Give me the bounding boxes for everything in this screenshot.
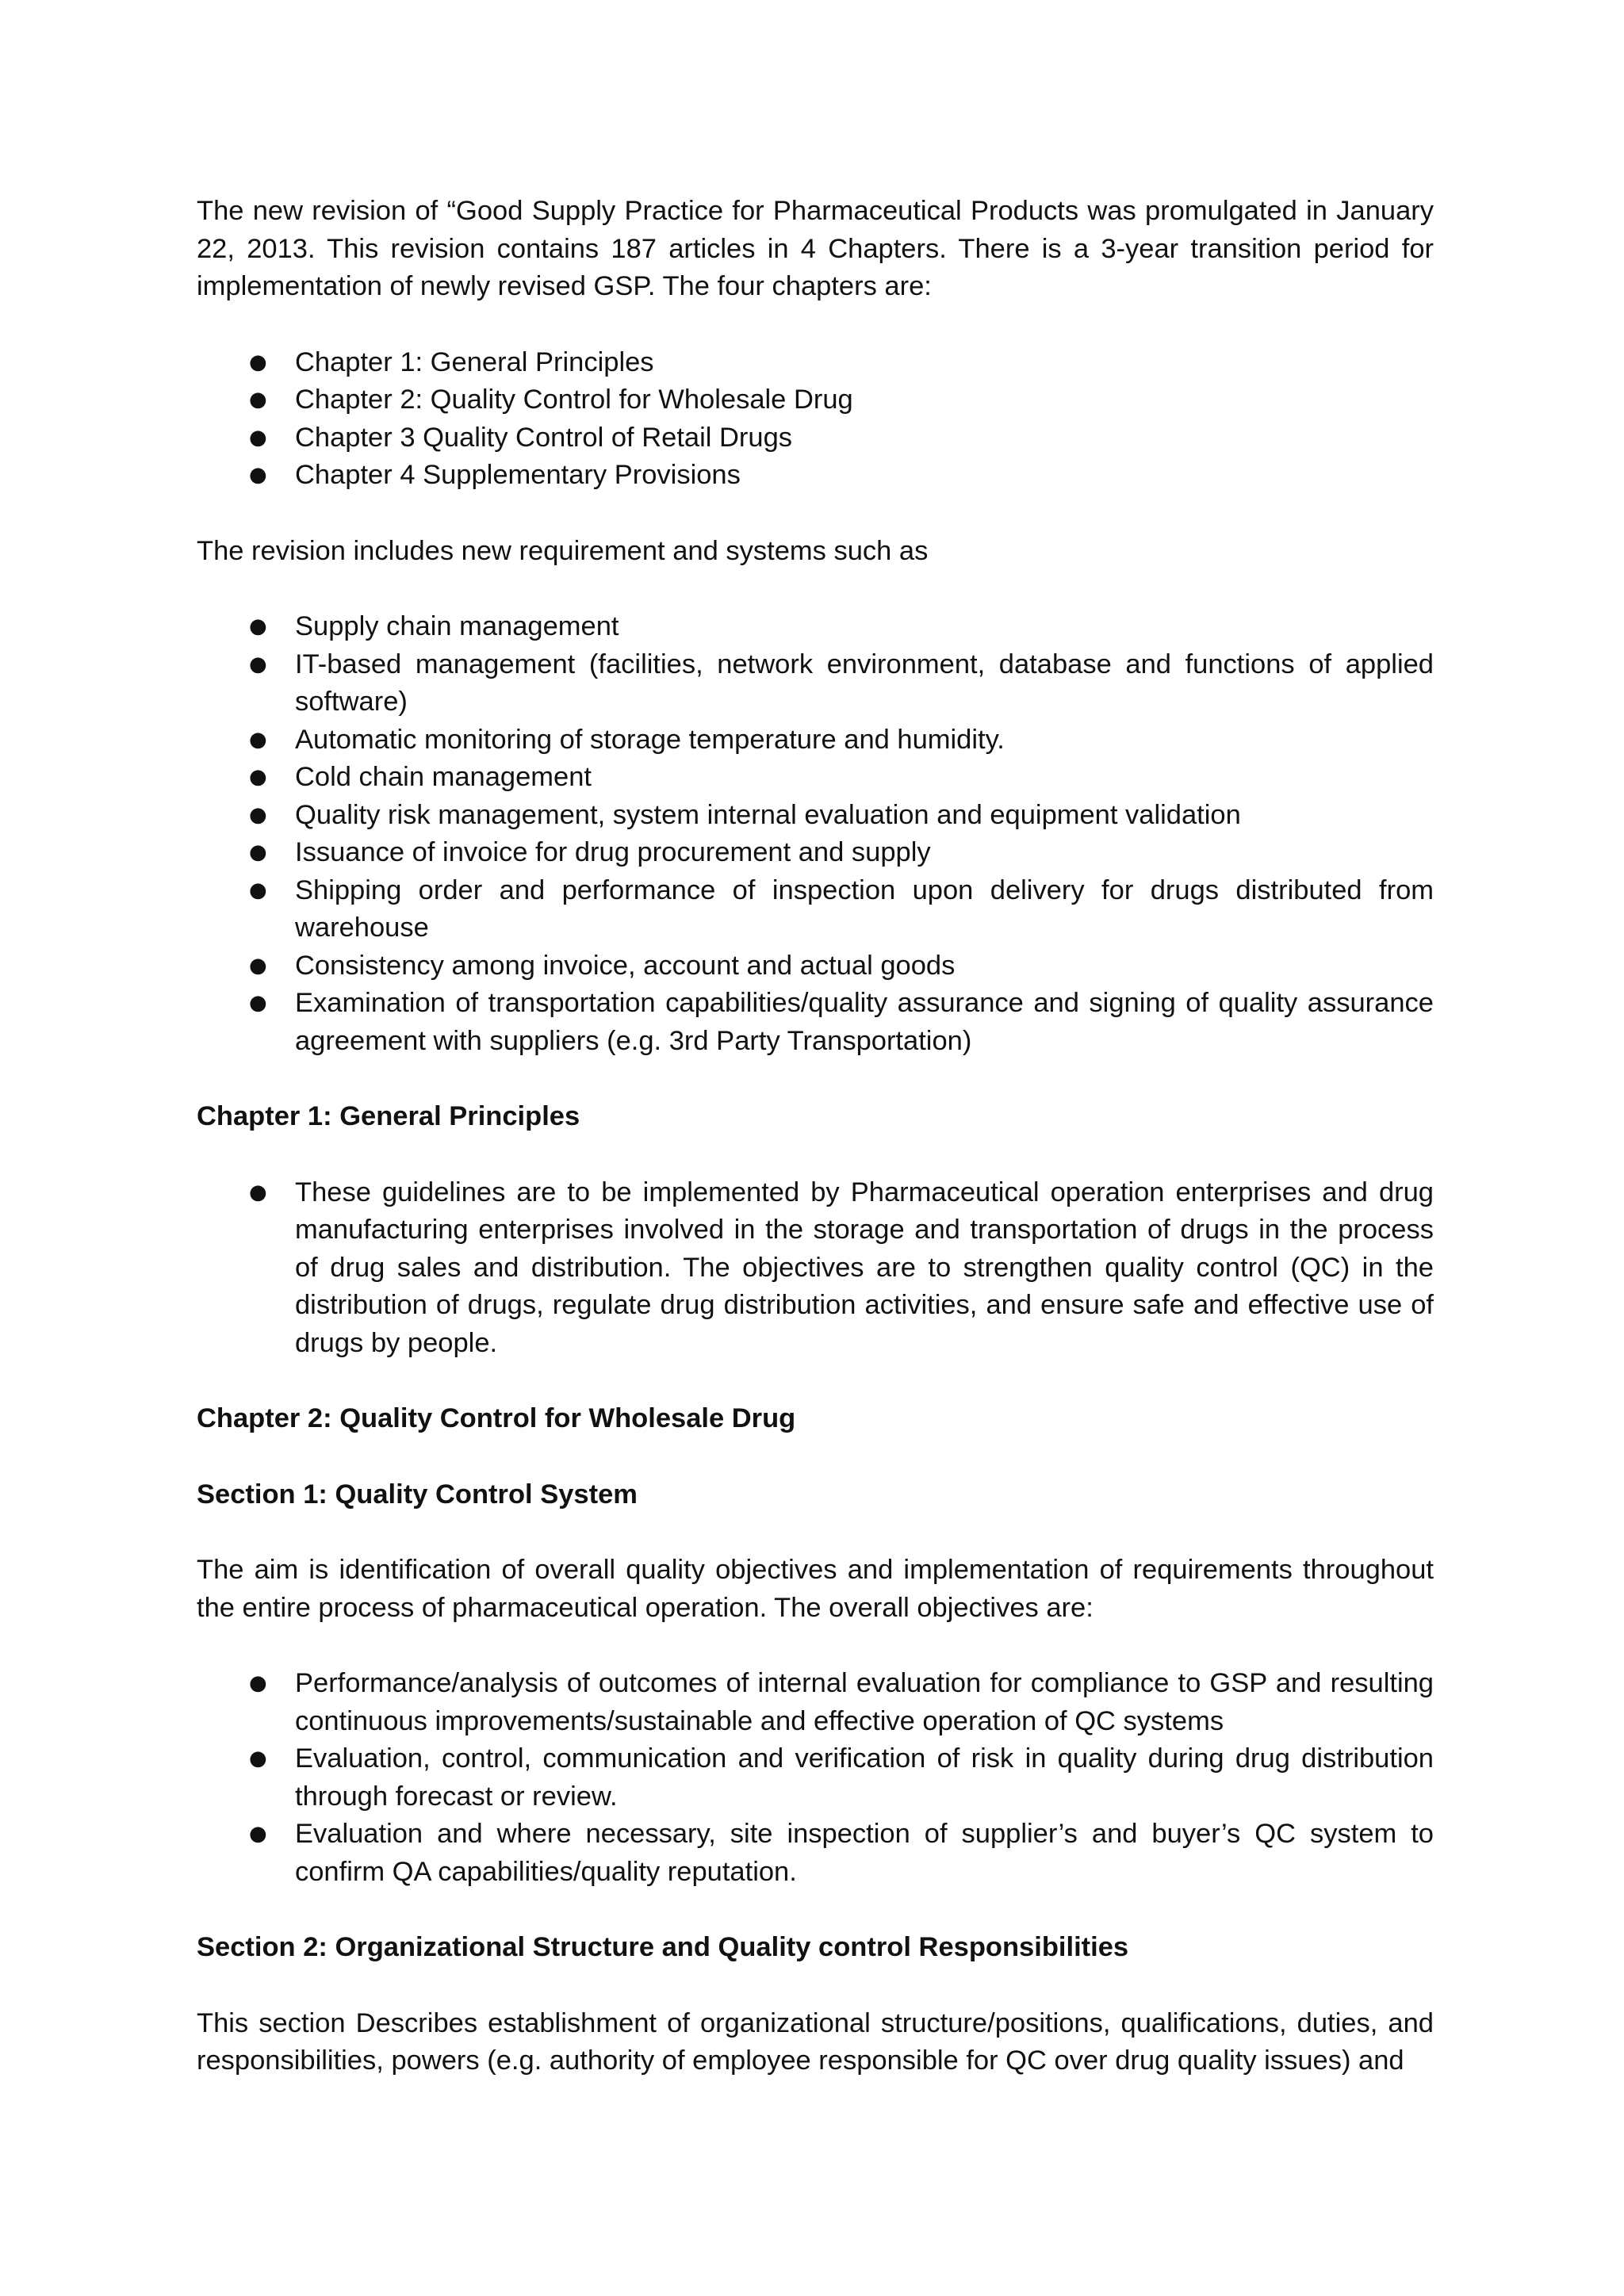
list-item: ● Evaluation, control, communication and verification of risk in quality during drug distribution through forecast or review. xyxy=(197,1740,1434,1816)
list-item: ● Issuance of invoice for drug procurement and supply xyxy=(197,834,1434,872)
list-item: ● Supply chain management xyxy=(197,608,1434,646)
bullet-icon: ● xyxy=(249,802,267,827)
section2-paragraph: This section Describes establishment of organizational structure/positions, qualifications, duties, and responsibilities, powers (e.g. authority of employee responsible for QC over drug quality issues) and xyxy=(197,2007,1434,2076)
bullet-icon: ● xyxy=(249,991,267,1015)
list-item: ● Evaluation and where necessary, site inspection of supplier’s and buyer’s QC system to confirm QA capabilities/quality reputation. xyxy=(197,1816,1434,1891)
bullet-icon: ● xyxy=(249,388,267,411)
section2-heading: Section 2: Organizational Structure and Quality control Responsibilities xyxy=(197,1932,1129,1962)
section1-list xyxy=(197,1665,1434,1891)
bullet-icon: ● xyxy=(249,1822,267,1846)
requirements-list xyxy=(197,608,1434,1060)
list-item: ● Chapter 1: General Principles xyxy=(197,344,1434,382)
list-item: ● Chapter 2: Quality Control for Wholesale Drug xyxy=(197,381,1434,419)
list-item: ● IT-based management (facilities, network environment, database and functions of applied software) xyxy=(197,646,1434,721)
list-item: ● Chapter 3 Quality Control of Retail Drugs xyxy=(197,419,1434,457)
bullet-icon: ● xyxy=(249,1747,267,1770)
section1-paragraph: The aim is identification of overall quality objectives and implementation of requirements throughout the entire process of pharmaceutical operation. The overall objectives are: xyxy=(197,1555,1434,1623)
chapters-list xyxy=(197,344,1434,495)
list-item: ● Cold chain management xyxy=(197,759,1434,797)
list-item: ● Chapter 4 Supplementary Provisions xyxy=(197,457,1434,495)
bullet-icon: ● xyxy=(249,614,267,638)
intro-paragraph: The new revision of “Good Supply Practice for Pharmaceutical Products was promulgated in January 22, 2013. This revision contains 187 articles in 4 Chapters. There is a 3-year transition period for implementation of newly revised GSP. The four chapters are: xyxy=(197,196,1434,301)
bullet-icon: ● xyxy=(249,463,267,487)
document-body xyxy=(197,193,1434,2080)
chapter1-list xyxy=(197,1174,1434,1363)
section1-heading: Section 1: Quality Control System xyxy=(197,1479,638,1510)
list-item: ● These guidelines are to be implemented by Pharmaceutical operation enterprises and drug manufacturing enterprises involved in the storage and transportation of drugs in the process of drug sales and distribution. The objectives are to strengthen quality control (QC) in the distribution of drugs, regulate drug distribution activities, and ensure safe and effective use of drugs by people. xyxy=(197,1174,1434,1363)
revision-intro: The revision includes new requirement and systems such as xyxy=(197,535,929,566)
bullet-icon: ● xyxy=(249,727,267,752)
bullet-icon: ● xyxy=(249,840,267,864)
bullet-icon: ● xyxy=(249,765,267,789)
bullet-icon: ● xyxy=(249,350,267,374)
list-item: ● Consistency among invoice, account and actual goods xyxy=(197,947,1434,985)
list-item: ● Quality risk management, system internal evaluation and equipment validation xyxy=(197,797,1434,835)
bullet-icon: ● xyxy=(249,1671,267,1695)
chapter2-heading: Chapter 2: Quality Control for Wholesale Drug xyxy=(197,1403,796,1433)
list-item: ● Performance/analysis of outcomes of internal evaluation for compliance to GSP and resulting continuous improvements/sustainable and effective operation of QC systems xyxy=(197,1665,1434,1740)
bullet-icon: ● xyxy=(249,425,267,450)
list-item: ● Examination of transportation capabilities/quality assurance and signing of quality assurance agreement with suppliers (e.g. 3rd Party Transportation) xyxy=(197,985,1434,1060)
list-item: ● Automatic monitoring of storage temperature and humidity. xyxy=(197,721,1434,760)
list-item: ● Shipping order and performance of inspection upon delivery for drugs distributed from warehouse xyxy=(197,872,1434,947)
bullet-icon: ● xyxy=(249,953,267,978)
bullet-icon: ● xyxy=(249,652,267,676)
chapter1-heading: Chapter 1: General Principles xyxy=(197,1101,580,1131)
bullet-icon: ● xyxy=(249,1180,267,1204)
bullet-icon: ● xyxy=(249,878,267,902)
